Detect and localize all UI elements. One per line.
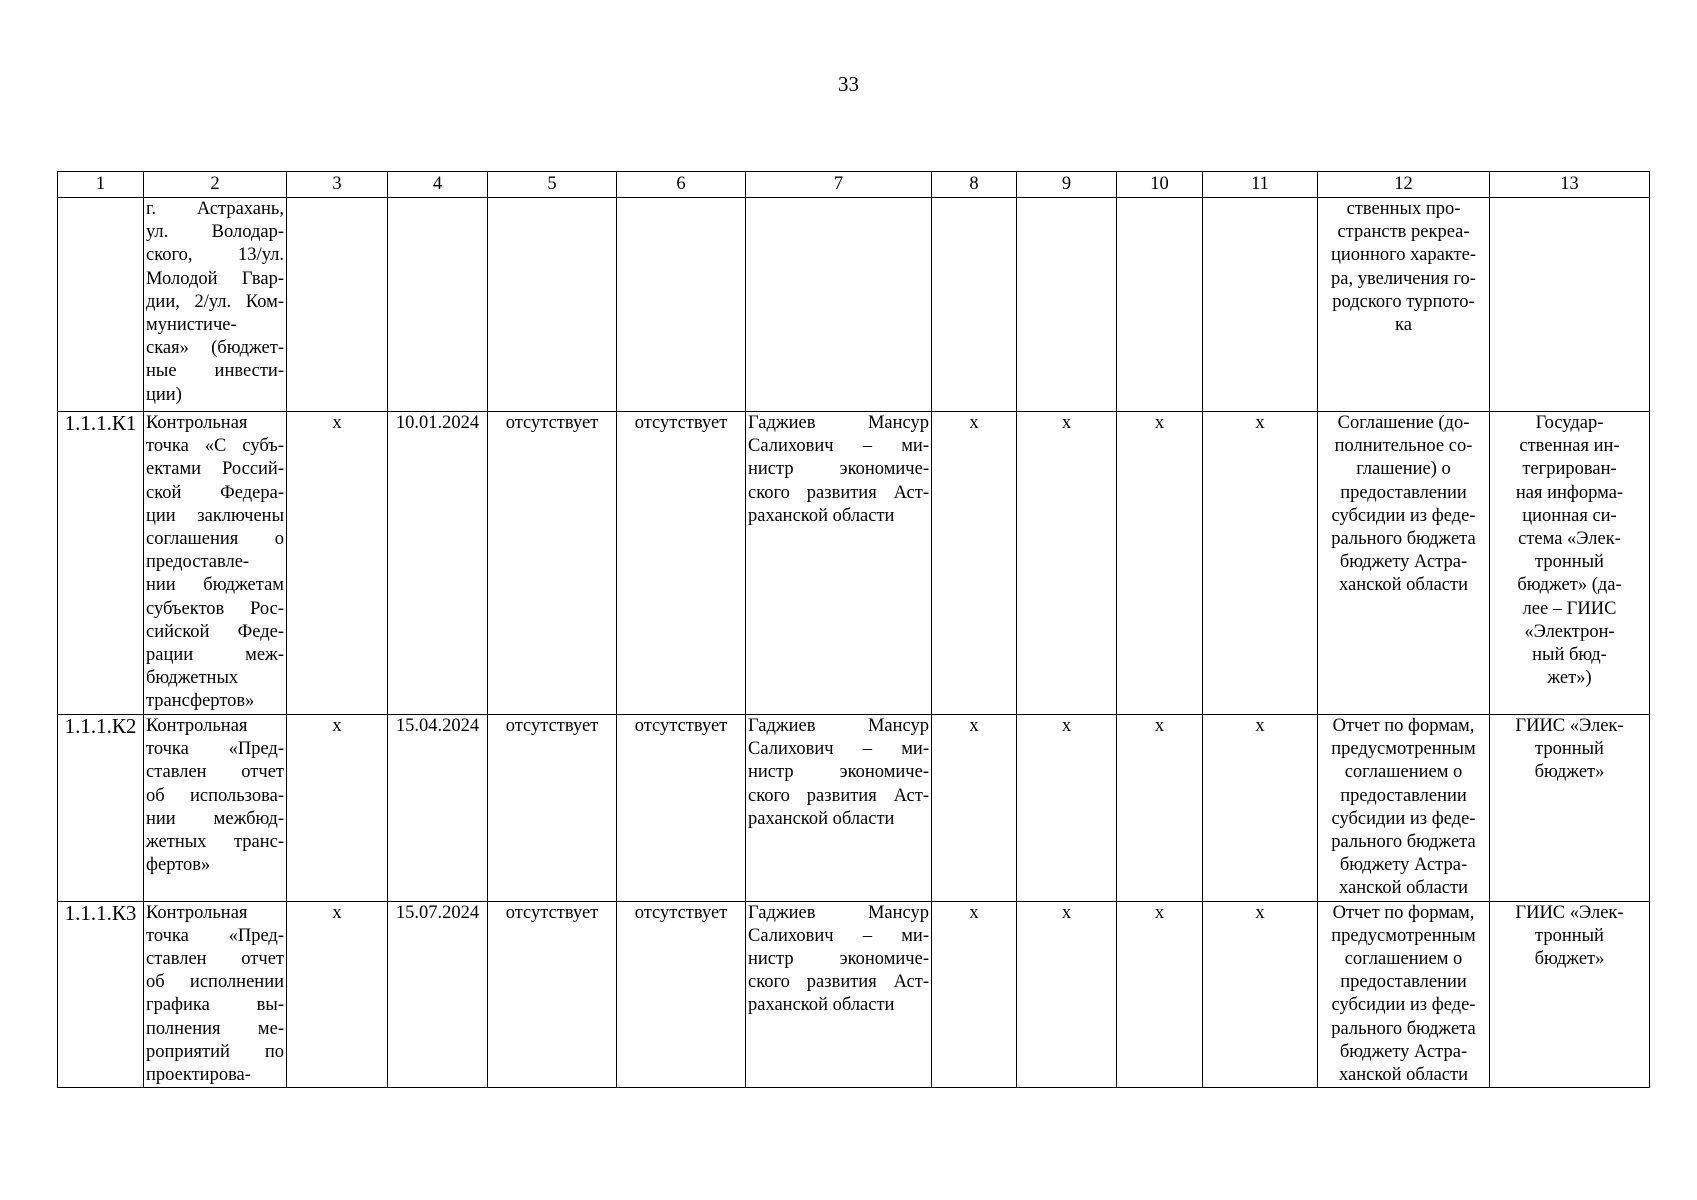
cell-line: Контрольная <box>146 902 248 923</box>
cell-line: ка <box>1395 315 1412 336</box>
cell-line: ственная ин- <box>1519 436 1620 457</box>
cell-col3: х <box>287 412 388 715</box>
cell-line: точка «Пред- <box>146 739 284 760</box>
cell-line: Отчет по формам, <box>1332 902 1475 923</box>
cell-system <box>1490 901 1650 1088</box>
cell-col11: х <box>1203 412 1318 715</box>
cell-line: глашение) о <box>1356 459 1451 480</box>
cell-line: полнительное со- <box>1334 436 1473 457</box>
cell-number <box>58 198 144 412</box>
column-header: 11 <box>1203 172 1318 198</box>
cell-line: Гаджиев Мансур <box>748 902 929 923</box>
cell-system <box>1490 198 1650 412</box>
cell-line: ставлен отчет <box>146 762 284 783</box>
cell-date: 15.07.2024 <box>388 901 488 1088</box>
cell-line: раханской области <box>748 505 895 526</box>
table-row <box>58 901 1650 1088</box>
cell-line: ского, 13/ул. <box>146 245 284 266</box>
cell-line: проектирова- <box>146 1065 251 1086</box>
table-row <box>58 198 1650 412</box>
cell-line: Контрольная <box>146 413 248 433</box>
cell-date: 10.01.2024 <box>388 412 488 715</box>
cell-line: фертов» <box>146 855 211 876</box>
cell-line: ГИИС «Элек- <box>1515 902 1624 923</box>
cell-name <box>144 901 287 1088</box>
cell-line: сийской Феде- <box>146 621 284 642</box>
cell-line: рального бюджета <box>1331 529 1476 550</box>
cell-line: об использова- <box>146 785 284 806</box>
cell-col8: х <box>932 715 1017 902</box>
cell-line: ханской области <box>1339 878 1468 899</box>
cell-line: стема «Элек- <box>1518 529 1621 550</box>
cell-date <box>388 198 488 412</box>
cell-col5: отсутствует <box>488 412 617 715</box>
cell-line: странств рекреа- <box>1337 222 1470 243</box>
cell-col8: х <box>932 412 1017 715</box>
cell-line: ная информа- <box>1515 482 1624 503</box>
column-header: 1 <box>58 172 144 198</box>
cell-line: нии бюджетам <box>146 575 284 596</box>
cell-line: ственных про- <box>1346 199 1461 219</box>
cell-col9: х <box>1017 412 1117 715</box>
cell-date: 15.04.2024 <box>388 715 488 902</box>
cell-line: ставлен отчет <box>146 949 284 970</box>
cell-line: ского развития Аст- <box>748 482 929 503</box>
cell-col11: х <box>1203 901 1318 1088</box>
cell-line: ции) <box>146 384 182 405</box>
cell-line: тронный <box>1535 552 1604 573</box>
cell-name <box>144 412 287 715</box>
cell-document <box>1318 901 1490 1088</box>
cell-line: бюджету Астра- <box>1339 855 1468 876</box>
cell-line: ционная си- <box>1522 505 1617 526</box>
cell-document <box>1318 198 1490 412</box>
cell-line: нистр экономиче- <box>748 762 929 783</box>
cell-line: тегрирован- <box>1522 459 1617 480</box>
cell-col8 <box>932 198 1017 412</box>
cell-line: предоставлении <box>1340 482 1467 503</box>
cell-number: 1.1.1.К2 <box>58 715 144 902</box>
cell-number: 1.1.1.К3 <box>58 901 144 1088</box>
cell-line: субсидии из феде- <box>1331 995 1476 1016</box>
cell-line: ный бюд- <box>1532 645 1607 666</box>
cell-document <box>1318 715 1490 902</box>
cell-col5: отсутствует <box>488 901 617 1088</box>
column-header: 5 <box>488 172 617 198</box>
cell-line: бюджетных <box>146 668 239 689</box>
page-number: 33 <box>838 72 859 96</box>
column-header: 12 <box>1318 172 1490 198</box>
cell-col3: х <box>287 715 388 902</box>
cell-line: тронный <box>1535 739 1604 760</box>
cell-line: Салихович – ми- <box>748 925 929 946</box>
cell-line: трансфертов» <box>146 691 255 712</box>
header-row <box>58 172 1650 198</box>
cell-line: роприятий по <box>146 1041 284 1062</box>
cell-line: предусмотренным <box>1331 925 1476 946</box>
cell-line: полнения ме- <box>146 1018 284 1039</box>
cell-line: ской Федера- <box>146 482 284 503</box>
cell-line: точка «С субъ- <box>146 436 284 457</box>
cell-line: предусмотренным <box>1331 739 1476 760</box>
cell-col3 <box>287 198 388 412</box>
column-header: 10 <box>1117 172 1203 198</box>
cell-line: ГИИС «Элек- <box>1515 716 1624 736</box>
cell-line: субъектов Рос- <box>146 598 284 619</box>
cell-col6: отсутствует <box>617 901 746 1088</box>
table-row <box>58 715 1650 902</box>
cell-col10: х <box>1117 715 1203 902</box>
cell-col10 <box>1117 198 1203 412</box>
cell-line: ского развития Аст- <box>748 972 929 993</box>
cell-line: нии межбюд- <box>146 808 284 829</box>
cell-col8: х <box>932 901 1017 1088</box>
cell-line: бюджет» <box>1534 762 1605 783</box>
cell-line: Соглашение (до- <box>1337 413 1470 433</box>
cell-line: рации меж- <box>146 645 284 666</box>
cell-col6: отсутствует <box>617 715 746 902</box>
cell-line: Салихович – ми- <box>748 436 929 457</box>
cell-line: бюджету Астра- <box>1339 1041 1468 1062</box>
cell-col9: х <box>1017 715 1117 902</box>
cell-col5: отсутствует <box>488 715 617 902</box>
cell-col3: х <box>287 901 388 1088</box>
cell-responsible <box>746 412 932 715</box>
cell-line: раханской области <box>748 995 895 1016</box>
cell-col10: х <box>1117 412 1203 715</box>
cell-line: дии, 2/ул. Ком- <box>146 291 284 312</box>
cell-line: Отчет по формам, <box>1332 716 1475 736</box>
cell-responsible <box>746 198 932 412</box>
cell-line: ционного характе- <box>1331 245 1476 266</box>
cell-line: нистр экономиче- <box>748 949 929 970</box>
cell-line: предоставле- <box>146 552 250 573</box>
cell-line: соглашением о <box>1344 762 1463 783</box>
cell-line: Гаджиев Мансур <box>748 413 929 433</box>
cell-responsible <box>746 901 932 1088</box>
cell-name <box>144 715 287 902</box>
table-row <box>58 412 1650 715</box>
column-header: 8 <box>932 172 1017 198</box>
cell-number: 1.1.1.К1 <box>58 412 144 715</box>
cell-line: ского развития Аст- <box>748 785 929 806</box>
cell-col9 <box>1017 198 1117 412</box>
cell-line: ханской области <box>1339 1065 1468 1086</box>
column-header: 3 <box>287 172 388 198</box>
cell-col11: х <box>1203 715 1318 902</box>
cell-line: Государ- <box>1535 413 1604 433</box>
cell-line: родского турпото- <box>1332 291 1475 312</box>
cell-line: бюджет» <box>1534 949 1605 970</box>
cell-line: мунистиче- <box>146 315 237 336</box>
cell-line: соглашения о <box>146 529 284 550</box>
cell-line: нистр экономиче- <box>748 459 929 480</box>
cell-line: субсидии из феде- <box>1331 505 1476 526</box>
cell-line: предоставлении <box>1340 785 1467 806</box>
cell-col11 <box>1203 198 1318 412</box>
cell-line: Гаджиев Мансур <box>748 716 929 736</box>
cell-line: лее – ГИИС <box>1522 598 1617 619</box>
cell-col6 <box>617 198 746 412</box>
cell-line: «Электрон- <box>1524 621 1615 642</box>
cell-line: рального бюджета <box>1331 832 1476 853</box>
cell-line: г. Астрахань, <box>146 199 284 219</box>
cell-col5 <box>488 198 617 412</box>
cell-line: субсидии из феде- <box>1331 808 1476 829</box>
cell-line: тронный <box>1535 925 1604 946</box>
cell-line: предоставлении <box>1340 972 1467 993</box>
cell-name <box>144 198 287 412</box>
column-header: 2 <box>144 172 287 198</box>
cell-line: ханской области <box>1339 575 1468 596</box>
cell-line: точка «Пред- <box>146 925 284 946</box>
cell-line: Салихович – ми- <box>748 739 929 760</box>
cell-line: ектами Россий- <box>146 459 284 480</box>
cell-col10: х <box>1117 901 1203 1088</box>
cell-line: жет») <box>1547 668 1592 689</box>
cell-system <box>1490 715 1650 902</box>
cell-line: Контрольная <box>146 716 248 736</box>
cell-line: ции заключены <box>146 505 284 526</box>
cell-line: соглашением о <box>1344 949 1463 970</box>
cell-line: ные инвести- <box>146 361 284 382</box>
control-points-table <box>57 171 1650 1088</box>
column-header: 6 <box>617 172 746 198</box>
cell-line: Молодой Гвар- <box>146 268 284 289</box>
cell-document <box>1318 412 1490 715</box>
cell-responsible <box>746 715 932 902</box>
cell-line: графика вы- <box>146 995 284 1016</box>
column-header: 9 <box>1017 172 1117 198</box>
column-header: 7 <box>746 172 932 198</box>
cell-line: об исполнении <box>146 972 284 993</box>
cell-system <box>1490 412 1650 715</box>
cell-line: бюджету Астра- <box>1339 552 1468 573</box>
cell-line: ра, увеличения го- <box>1331 268 1476 289</box>
cell-col9: х <box>1017 901 1117 1088</box>
cell-line: жетных транс- <box>146 832 284 853</box>
cell-line: ская» (бюджет- <box>146 338 284 359</box>
cell-col6: отсутствует <box>617 412 746 715</box>
cell-line: рального бюджета <box>1331 1018 1476 1039</box>
cell-line: бюджет» (да- <box>1517 575 1622 596</box>
column-header: 4 <box>388 172 488 198</box>
cell-line: раханской области <box>748 808 895 829</box>
cell-line: ул. Володар- <box>146 222 284 243</box>
column-header: 13 <box>1490 172 1650 198</box>
